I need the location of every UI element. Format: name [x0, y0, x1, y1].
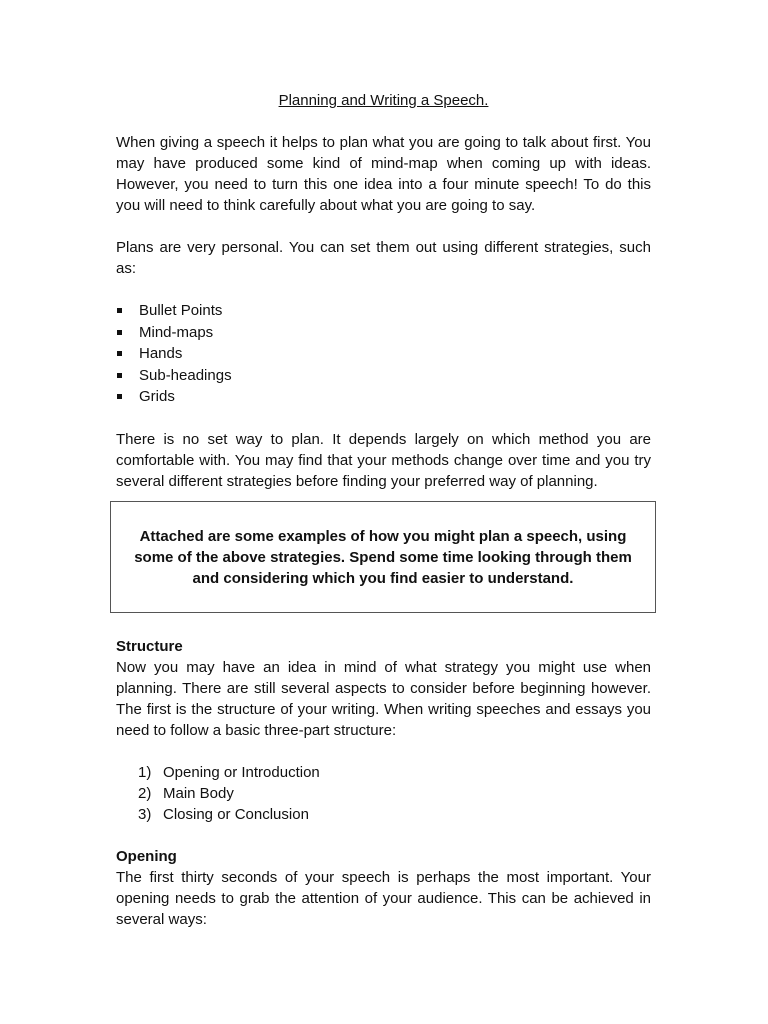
square-bullet-icon	[117, 330, 122, 335]
callout-line: Attached are some examples of how you might plan a speech, using	[139, 527, 627, 545]
plans-paragraph: Plans are very personal. You can set them out using different strategies, such as:	[116, 239, 651, 277]
no-set-way-paragraph: There is no set way to plan. It depends largely on which method you are comfortable with. You may find that your methods change over time and you try several different strategies before finding your preferred way of planning.	[116, 430, 651, 490]
list-item-label: Main Body	[163, 784, 234, 802]
list-item-label: Hands	[139, 345, 183, 362]
callout-line: some of the above strategies. Spend some time looking through them	[134, 548, 632, 566]
square-bullet-icon	[117, 373, 122, 378]
list-item-label: Bullet Points	[139, 302, 223, 319]
list-item	[116, 300, 651, 322]
list-item-label: Opening or Introduction	[163, 763, 320, 781]
list-item-label: Closing or Conclusion	[163, 805, 309, 823]
list-number: 3)	[138, 805, 152, 823]
callout-line: and considering which you find easier to understand.	[192, 569, 574, 587]
structure-paragraph: Now you may have an idea in mind of what strategy you might use when planning. There are still several aspects to consider before beginning however. The first is the structure of your writing. When writing speeches and essays you need to follow a basic three-part structure:	[116, 658, 651, 739]
list-item	[116, 365, 651, 387]
list-item	[116, 386, 651, 408]
square-bullet-icon	[117, 351, 122, 356]
opening-heading: Opening	[116, 847, 177, 865]
page-title: Planning and Writing a Speech.	[278, 92, 489, 109]
opening-paragraph: The first thirty seconds of your speech is perhaps the most important. Your opening needs to grab the attention of your audience. This can be achieved in several ways:	[116, 868, 651, 928]
list-item-label: Grids	[139, 388, 175, 405]
square-bullet-icon	[117, 394, 122, 399]
structure-list	[116, 762, 651, 825]
list-item	[116, 804, 651, 825]
structure-heading: Structure	[116, 637, 183, 655]
list-number: 2)	[138, 784, 152, 802]
list-item	[116, 783, 651, 804]
list-item	[116, 762, 651, 783]
square-bullet-icon	[117, 308, 122, 313]
list-item-label: Sub-headings	[139, 366, 232, 384]
document-page	[116, 90, 651, 930]
list-item-label: Mind-maps	[139, 323, 214, 341]
list-item	[116, 322, 651, 344]
callout-box	[110, 501, 656, 613]
intro-paragraph: When giving a speech it helps to plan what you are going to talk about first. You may have produced some kind of mind-map when coming up with ideas. However, you need to turn this one idea into a four minute speech! To do this you will need to think carefully about what you are going to say.	[116, 134, 651, 214]
list-number: 1)	[138, 763, 152, 781]
list-item	[116, 343, 651, 365]
strategy-list	[116, 300, 651, 408]
